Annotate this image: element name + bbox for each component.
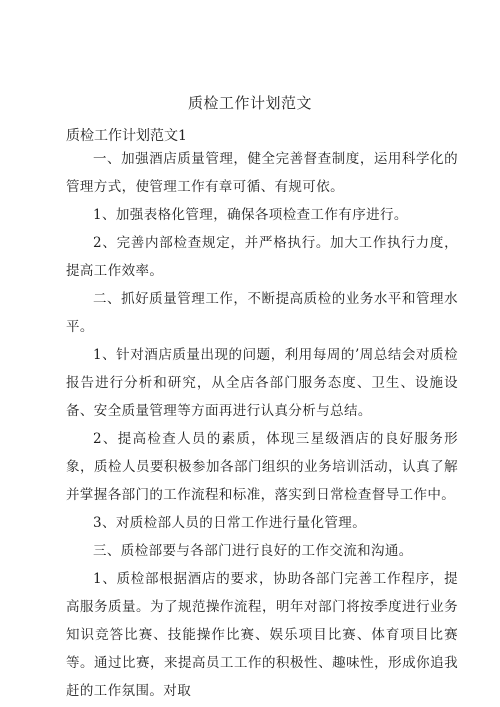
paragraph: 1、加强表格化管理，确保各项检查工作有序进行。 (93, 207, 408, 223)
document-subtitle: 质检工作计划范文1 (66, 128, 187, 144)
paragraph: 2、提高检查人员的素质，体现三星级酒店的良好服务形象，质检人员要积极参加各部门组织的业务培训活动，认真了解并掌握各部门的工作流程和标准，落实到日常检查督导工作中。 (66, 431, 458, 503)
document-title: 质检工作计划范文 (187, 94, 312, 112)
paragraph: 3、对质检部人员的日常工作进行量化管理。 (93, 515, 367, 531)
paragraph: 二、抓好质量管理工作，不断提高质检的业务水平和管理水平。 (66, 291, 458, 335)
paragraph: 1、质检部根据酒店的要求，协助各部门完善工作程序，提高服务质量。为了规范操作流程，明年对部门将按季度进行业务知识竞答比赛、技能操作比赛、娱乐项目比赛、体育项目比赛等。通过比赛，来提高员工工作的积极性、趣味性，形成你追我赶的工作氛围。对取 (66, 571, 458, 699)
document-body (66, 145, 458, 705)
paragraph: 一、加强酒店质量管理，健全完善督查制度，运用科学化的管理方式，使管理工作有章可循、有规可依。 (66, 151, 458, 195)
paragraph: 三、质检部要与各部门进行良好的工作交流和沟通。 (93, 543, 413, 559)
paragraph: 1、针对酒店质量出现的问题，利用每周的’周总结会对质检报告进行分析和研究，从全店各部门服务态度、卫生、设施设备、安全质量管理等方面再进行认真分析与总结。 (66, 347, 458, 419)
paragraph: 2、完善内部检查规定，并严格执行。加大工作执行力度，提高工作效率。 (66, 235, 458, 279)
